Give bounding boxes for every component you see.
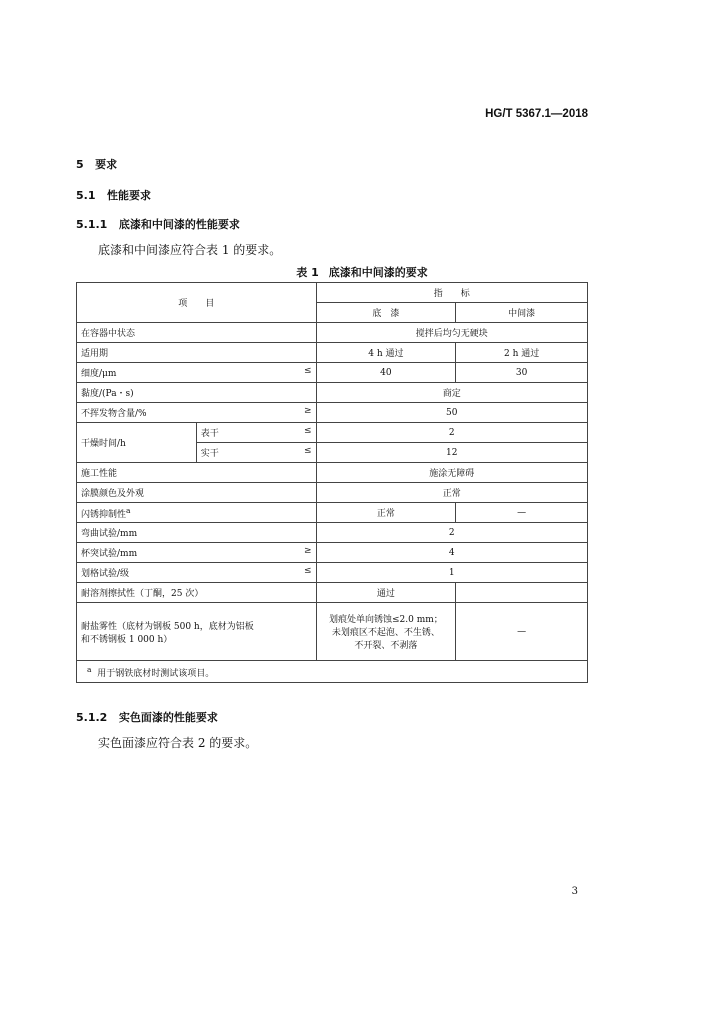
section-5-heading bbox=[76, 156, 117, 172]
row-label: 黏度/(Pa・s) bbox=[77, 383, 317, 403]
table1-caption bbox=[0, 264, 724, 280]
section-title: 底漆和中间漆的性能要求 bbox=[118, 218, 240, 231]
table-row bbox=[77, 323, 588, 343]
row-label: 耐溶剂擦拭性（丁酮，25 次） bbox=[77, 583, 317, 603]
header-intermediate: 中间漆 bbox=[456, 303, 588, 323]
table-row bbox=[77, 343, 588, 363]
table-row bbox=[77, 463, 588, 483]
section-title: 实色面漆的性能要求 bbox=[118, 711, 218, 724]
page-number: 3 bbox=[571, 886, 578, 897]
table-title: 底漆和中间漆的要求 bbox=[328, 266, 428, 279]
header-item: 项 目 bbox=[77, 283, 317, 323]
table-footnote bbox=[77, 661, 588, 683]
row-value: 商定 bbox=[316, 383, 587, 403]
table-row bbox=[77, 363, 588, 383]
row-sublabel bbox=[196, 443, 316, 463]
label-text: 实干 bbox=[200, 449, 219, 459]
row-label: 干燥时间/h bbox=[77, 423, 197, 463]
table-row bbox=[77, 383, 588, 403]
operator: ≤ bbox=[303, 566, 312, 576]
row-value: 施涂无障碍 bbox=[316, 463, 587, 483]
row-label: 涂膜颜色及外观 bbox=[77, 483, 317, 503]
label-text: 细度/μm bbox=[81, 369, 117, 379]
row-value: 搅拌后均匀无硬块 bbox=[316, 323, 587, 343]
row-intermediate-value: 2 h 通过 bbox=[456, 343, 588, 363]
label-text: 表干 bbox=[200, 429, 219, 439]
row-primer-value: 正常 bbox=[316, 503, 456, 523]
footnote-ref: a bbox=[126, 505, 131, 515]
row-label bbox=[77, 563, 317, 583]
row-value: 2 bbox=[316, 423, 587, 443]
row-value: 正常 bbox=[316, 483, 587, 503]
table-row bbox=[77, 603, 588, 661]
operator: ≥ bbox=[303, 546, 312, 556]
table-row bbox=[77, 523, 588, 543]
section-number: 5 bbox=[76, 158, 84, 171]
table-row bbox=[77, 583, 588, 603]
operator: ≥ bbox=[303, 406, 312, 416]
label-text: 划格试验/级 bbox=[81, 569, 130, 579]
label-text: 杯突试验/mm bbox=[81, 549, 138, 559]
row-primer-value: 通过 bbox=[316, 583, 456, 603]
section-number: 5.1.2 bbox=[76, 711, 108, 724]
operator: ≤ bbox=[303, 366, 312, 376]
row-intermediate-value: — bbox=[456, 503, 588, 523]
section-title: 性能要求 bbox=[107, 189, 151, 202]
row-label bbox=[77, 363, 317, 383]
row-primer-value: 4 h 通过 bbox=[316, 343, 456, 363]
row-primer-value bbox=[316, 603, 456, 661]
row-label: 适用期 bbox=[77, 343, 317, 363]
label-text: 不挥发物含量/% bbox=[81, 409, 147, 419]
paragraph-table2-ref: 实色面漆应符合表 2 的要求。 bbox=[98, 736, 258, 750]
label-line: 耐盐雾性（底材为钢板 500 h，底材为铝板 bbox=[81, 621, 254, 632]
table-row bbox=[77, 483, 588, 503]
table-row bbox=[77, 423, 588, 443]
table-number: 表 1 bbox=[296, 266, 319, 279]
table-row bbox=[77, 403, 588, 423]
table-row bbox=[77, 563, 588, 583]
row-intermediate-value: 30 bbox=[456, 363, 588, 383]
table1 bbox=[76, 282, 588, 683]
standard-number: HG/T 5367.1—2018 bbox=[485, 108, 588, 120]
table-footnote-row bbox=[77, 661, 588, 683]
operator: ≤ bbox=[303, 446, 312, 456]
row-value: 1 bbox=[316, 563, 587, 583]
row-label bbox=[77, 503, 317, 523]
value-line: 不开裂、不剥落 bbox=[354, 641, 418, 651]
header-index: 指 标 bbox=[316, 283, 587, 303]
label-line: 和不锈钢板 1 000 h） bbox=[81, 634, 173, 645]
row-label: 施工性能 bbox=[77, 463, 317, 483]
section-5-1-1-heading bbox=[76, 216, 240, 232]
value-line: 划痕处单向锈蚀≤2.0 mm； bbox=[328, 615, 443, 625]
section-number: 5.1 bbox=[76, 189, 96, 202]
header-primer: 底 漆 bbox=[316, 303, 456, 323]
row-label bbox=[77, 543, 317, 563]
paragraph-table1-ref: 底漆和中间漆应符合表 1 的要求。 bbox=[98, 243, 282, 257]
table-row bbox=[77, 543, 588, 563]
section-number: 5.1.1 bbox=[76, 218, 108, 231]
table-row bbox=[77, 503, 588, 523]
row-primer-value: 40 bbox=[316, 363, 456, 383]
row-label: 在容器中状态 bbox=[77, 323, 317, 343]
section-5-1-2-heading bbox=[76, 709, 218, 725]
row-sublabel bbox=[196, 423, 316, 443]
row-value: 4 bbox=[316, 543, 587, 563]
operator: ≤ bbox=[303, 426, 312, 436]
row-value: 2 bbox=[316, 523, 587, 543]
row-value: 50 bbox=[316, 403, 587, 423]
section-5-1-heading bbox=[76, 187, 151, 203]
row-value: 12 bbox=[316, 443, 587, 463]
row-label bbox=[77, 603, 317, 661]
row-label bbox=[77, 403, 317, 423]
footnote-text: 用于钢铁底材时测试该项目。 bbox=[97, 668, 215, 679]
row-intermediate-value bbox=[456, 583, 588, 603]
section-title: 要求 bbox=[95, 158, 118, 171]
row-label: 弯曲试验/mm bbox=[77, 523, 317, 543]
footnote-mark: a bbox=[87, 664, 92, 674]
row-intermediate-value: — bbox=[456, 603, 588, 661]
value-line: 未划痕区不起泡、不生锈、 bbox=[331, 628, 440, 638]
table-header-row bbox=[77, 283, 588, 303]
label-text: 闪锈抑制性 bbox=[81, 509, 127, 520]
